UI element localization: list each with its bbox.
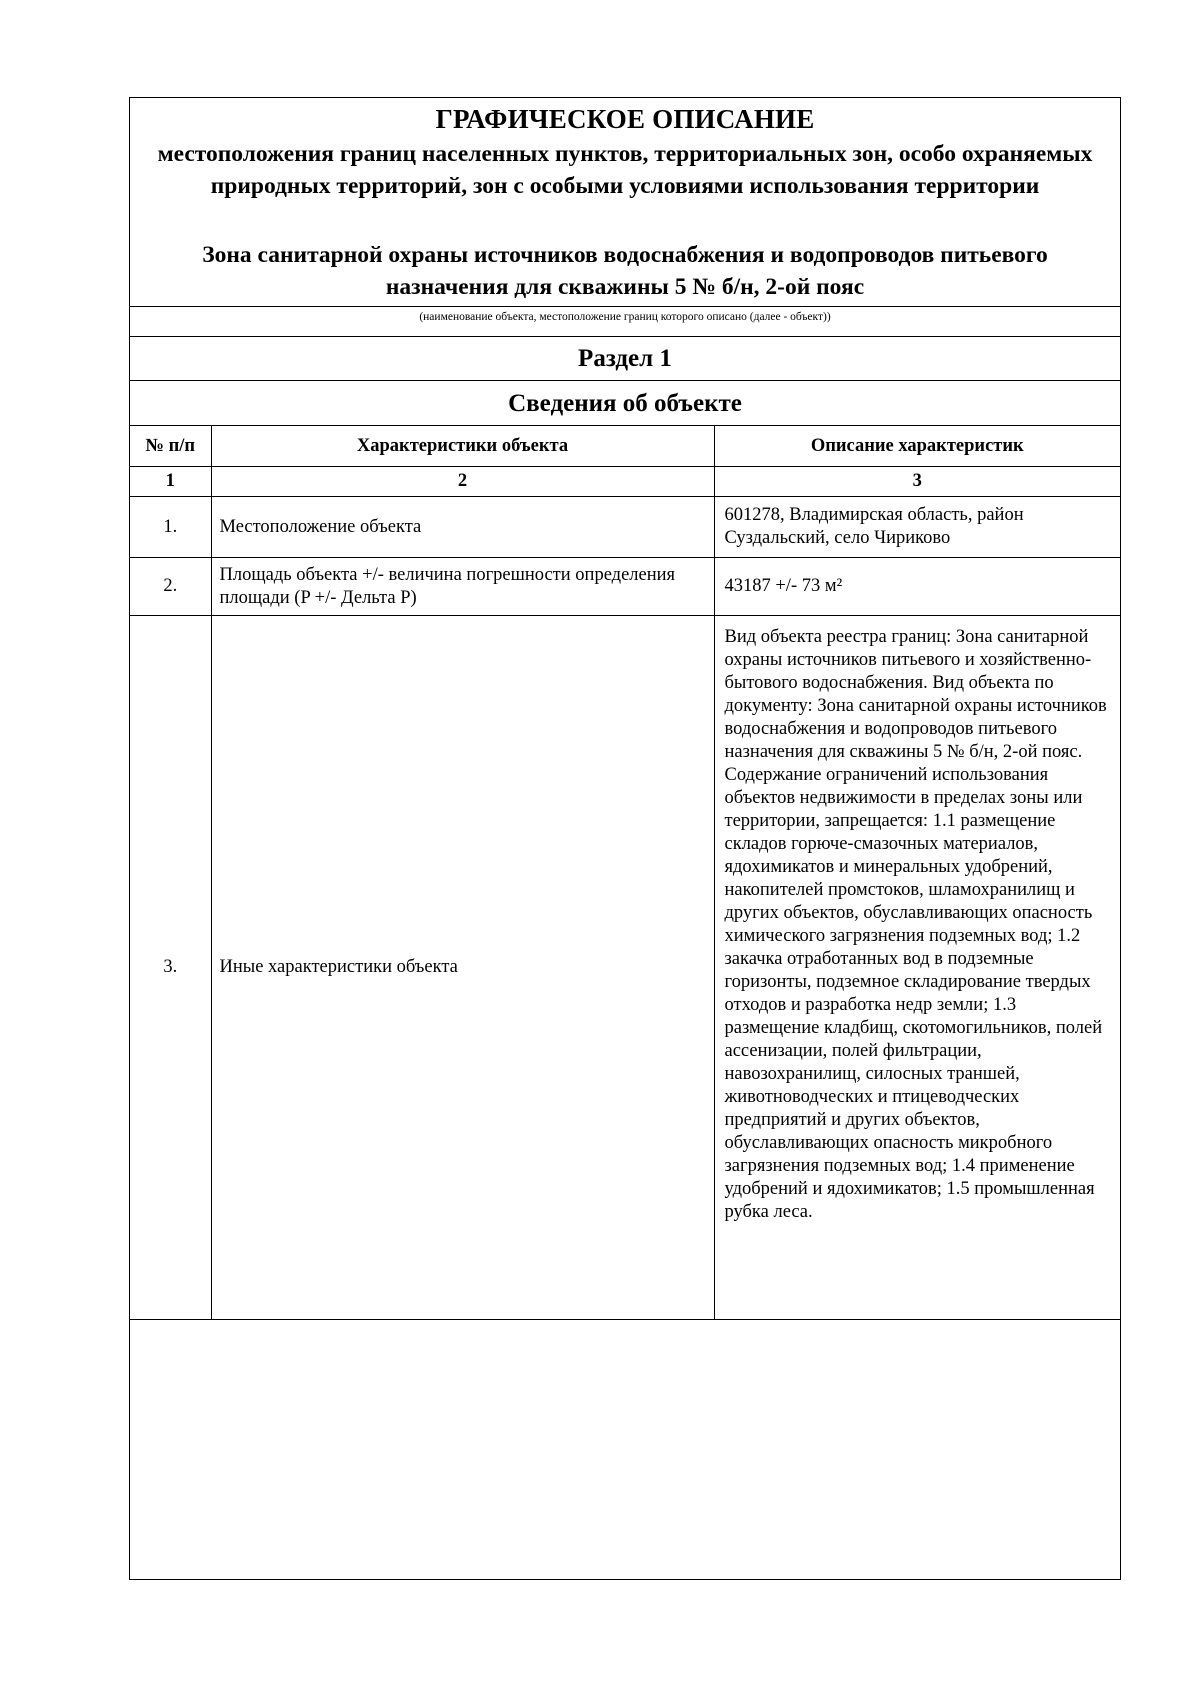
section-subtitle: Сведения об объекте [130,381,1120,426]
row-number: 1. [130,497,211,558]
table-row [130,616,1120,1320]
section-title: Раздел 1 [130,337,1120,381]
table-header-row [130,426,1120,467]
document-header [130,98,1120,307]
object-name: Зона санитарной охраны источников водоснабжения и водопроводов питьевого назначения для скважины 5 № б/н, 2-ой пояс [202,242,1048,300]
row-characteristic: Иные характеристики объекта [211,616,714,1320]
row-description: 43187 +/- 73 м² [714,558,1120,616]
document-frame [129,97,1121,1580]
table-row [130,558,1120,616]
row-description: 601278, Владимирская область, район Суздальский, село Чириково [714,497,1120,558]
column-header-num: № п/п [130,426,211,467]
column-header-description: Описание характеристик [714,426,1120,467]
row-number: 3. [130,616,211,1320]
object-caption-row [130,307,1120,337]
column-header-characteristic: Характеристики объекта [211,426,714,467]
object-info-table [130,426,1120,1320]
table-row [130,497,1120,558]
document-title: ГРАФИЧЕСКОЕ ОПИСАНИЕ [435,104,815,134]
column-number: 1 [130,467,211,497]
row-description: Вид объекта реестра границ: Зона санитарной охраны источников питьевого и хозяйственно-бытового водоснабжения. Вид объекта по документу: Зона санитарной охраны источников водоснабжения и водопроводов питьевого назначения для скважины 5 № б/н, 2-ой пояс. Содержание ограничений использования объектов недвижимости в пределах зоны или территории, запрещается: 1.1 размещение складов горюче-смазочных материалов, ядохимикатов и минеральных удобрений, накопителей промстоков, шламохранилищ и других объектов, обуславливающих опасность химического загрязнения подземных вод; 1.2 закачка отработанных вод в подземные горизонты, подземное складирование твердых отходов и разработка недр земли; 1.3 размещение кладбищ, скотомогильников, полей ассенизации, полей фильтрации, навозохранилищ, силосных траншей, животноводческих и птицеводческих предприятий и других объектов, обуславливающих опасность микробного загрязнения подземных вод; 1.4 применение удобрений и ядохимикатов; 1.5 промышленная рубка леса. [714,616,1120,1320]
row-number: 2. [130,558,211,616]
column-number-row [130,467,1120,497]
document-subtitle: местоположения границ населенных пунктов, территориальных зон, особо охраняемых природных территорий, зон с особыми условиями использования территории [157,141,1093,199]
column-number: 3 [714,467,1120,497]
row-characteristic: Площадь объекта +/- величина погрешности определения площади (P +/- Дельта P) [211,558,714,616]
column-number: 2 [211,467,714,497]
row-characteristic: Местоположение объекта [211,497,714,558]
object-caption: (наименование объекта, местоположение границ которого описано (далее - объект)) [419,311,831,323]
